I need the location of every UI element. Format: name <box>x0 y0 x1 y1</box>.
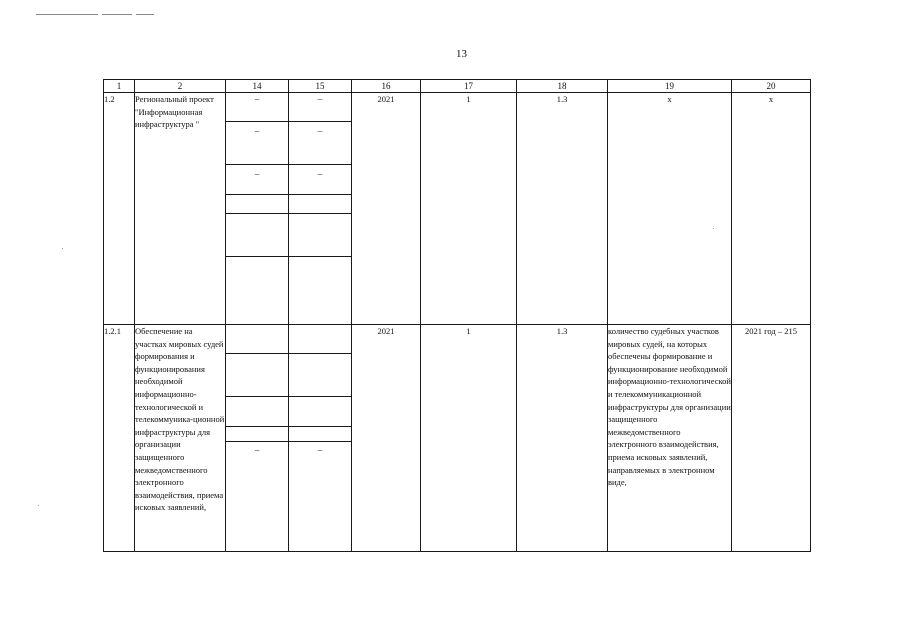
page-number: 13 <box>456 48 467 60</box>
data-table <box>103 79 811 552</box>
cell-col15 <box>289 93 352 325</box>
cell-year: 2021 <box>352 93 421 325</box>
dash-mark: – <box>317 445 323 455</box>
scan-speck <box>62 248 63 249</box>
scan-artifact-line <box>36 13 154 16</box>
row-name: Обеспечение на участках мировых судей формирования и функционирования необходимой информационно-технологической и телекоммуника-ционной инфраструктуры для организации защищенного межведомственного электронного взаимодействия, приема исковых заявлений, <box>135 325 226 552</box>
dash-mark: – <box>254 126 260 136</box>
column-header: 17 <box>421 80 517 93</box>
cell-indicator: х <box>608 93 732 325</box>
dash-mark: – <box>254 445 260 455</box>
cell-col18: 1.3 <box>517 93 608 325</box>
cell-col14 <box>226 325 289 552</box>
cell-value: х <box>732 93 811 325</box>
cell-value: 2021 год – 215 <box>732 325 811 552</box>
cell-col15 <box>289 325 352 552</box>
cell-year: 2021 <box>352 325 421 552</box>
dash-mark: – <box>254 94 260 104</box>
cell-col17: 1 <box>421 325 517 552</box>
column-header: 2 <box>135 80 226 93</box>
cell-indicator: количество судебных участков мировых судей, на которых обеспечены формирование и функционирование необходимой информационно-технологической и телекоммуникационной инфраструктуры для организации защищенного межведомственного электронного взаимодействия, приема исковых заявлений, направляемых в электронном виде, <box>608 325 732 552</box>
table-row <box>104 325 811 552</box>
column-header: 18 <box>517 80 608 93</box>
table-row <box>104 93 811 325</box>
column-header: 19 <box>608 80 732 93</box>
column-header: 14 <box>226 80 289 93</box>
row-name: Региональный проект "Информационная инфраструктура " <box>135 93 226 325</box>
cell-col17: 1 <box>421 93 517 325</box>
dash-mark: – <box>317 126 323 136</box>
dash-mark: – <box>317 169 323 179</box>
dash-mark: – <box>317 94 323 104</box>
scan-speck <box>38 505 39 506</box>
cell-col14 <box>226 93 289 325</box>
cell-col18: 1.3 <box>517 325 608 552</box>
column-header: 15 <box>289 80 352 93</box>
column-header: 16 <box>352 80 421 93</box>
column-header: 1 <box>104 80 135 93</box>
column-header: 20 <box>732 80 811 93</box>
row-number: 1.2.1 <box>104 325 135 552</box>
table-header-row <box>104 80 811 93</box>
row-number: 1.2 <box>104 93 135 325</box>
dash-mark: – <box>254 169 260 179</box>
